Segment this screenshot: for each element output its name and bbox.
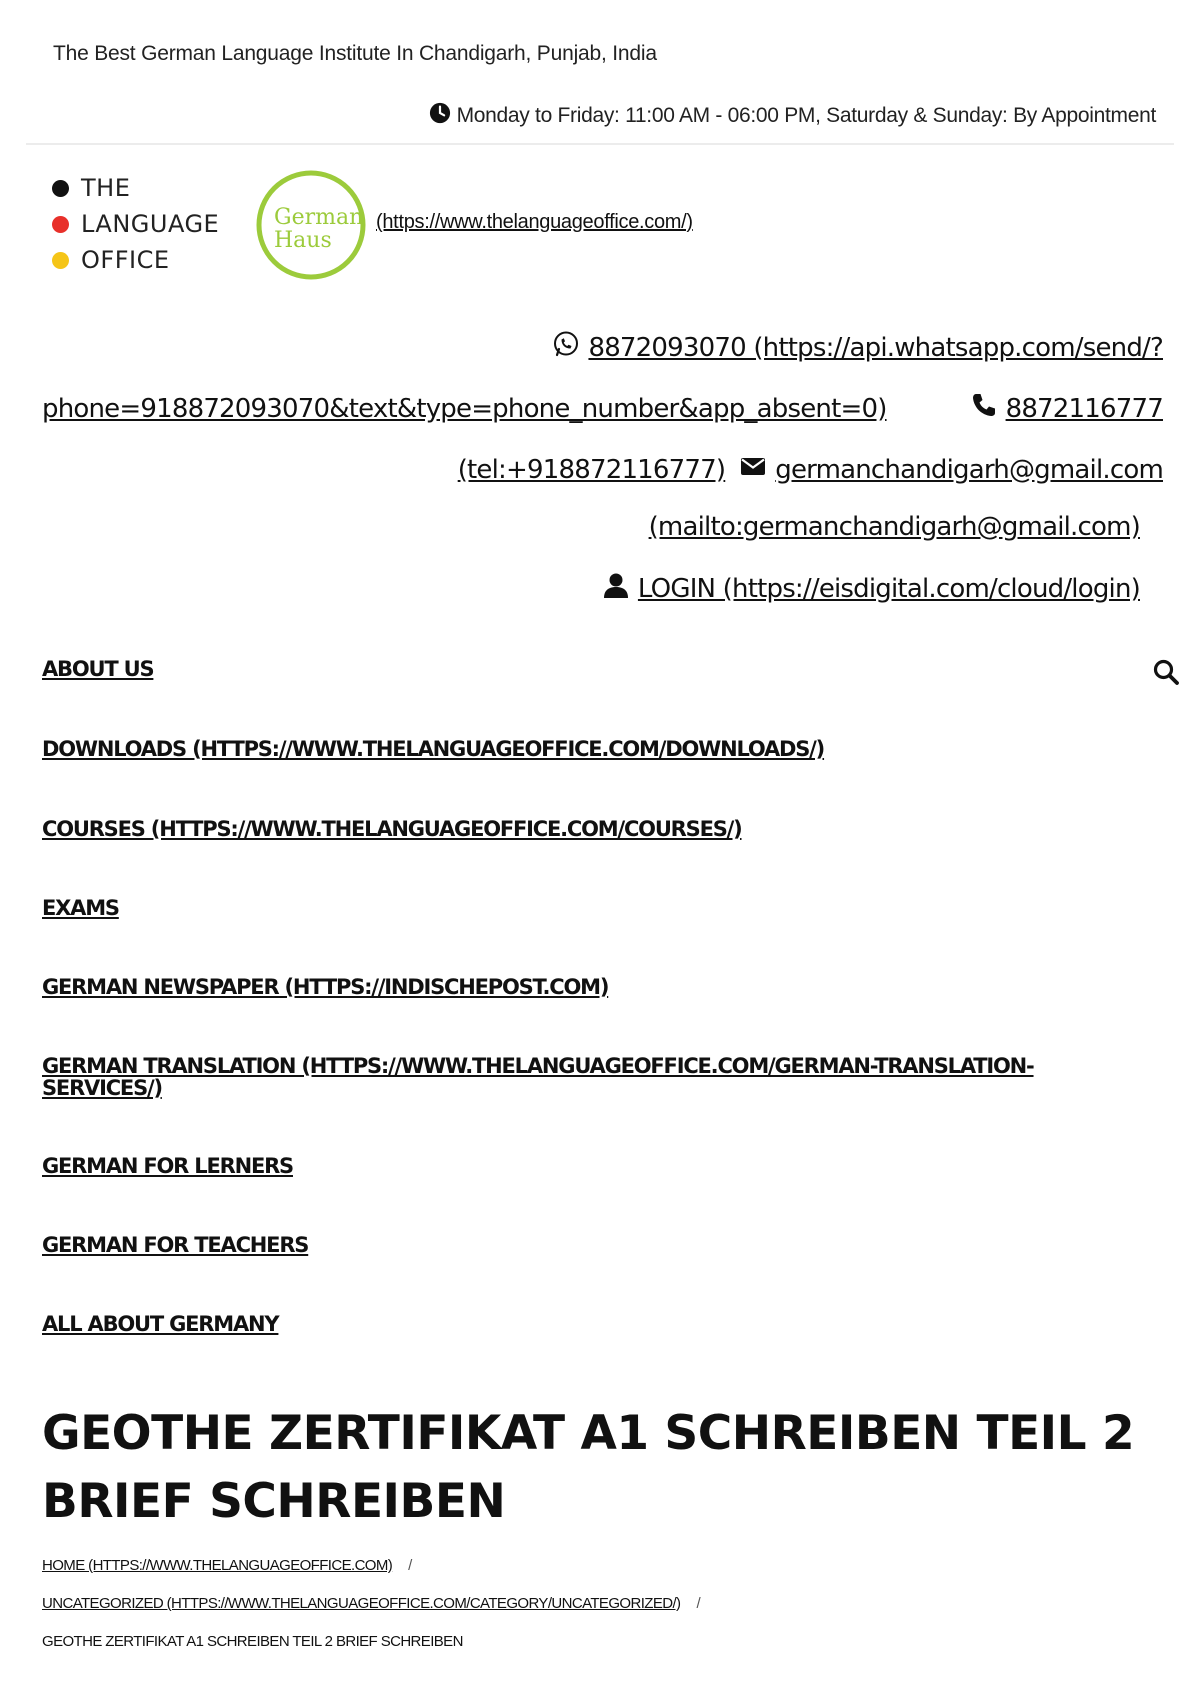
topbar-divider: [26, 143, 1174, 145]
user-icon: [602, 571, 630, 606]
contact-line-3: [458, 452, 1163, 487]
nav-item-courses[interactable]: COURSES (HTTPS://WWW.THELANGUAGEOFFICE.COM/COURSES/): [42, 817, 742, 841]
clock-icon: [429, 102, 451, 130]
email-contact: [739, 452, 1163, 487]
logo-dot-black: [52, 180, 69, 197]
nav-item-german-newspaper[interactable]: GERMAN NEWSPAPER (HTTPS://INDISCHEPOST.COM): [42, 975, 609, 999]
nav-item-about-us[interactable]: ABOUT US: [42, 657, 154, 681]
envelope-icon: [739, 452, 767, 487]
nav-item-exams[interactable]: EXAMS: [42, 896, 119, 920]
nav-item-german-for-lerners[interactable]: GERMAN FOR LERNERS: [42, 1154, 293, 1178]
login-contact: [602, 571, 1140, 606]
nav-item-downloads[interactable]: DOWNLOADS (HTTPS://WWW.THELANGUAGEOFFICE.COM/DOWNLOADS/): [42, 737, 825, 761]
whatsapp-link[interactable]: 8872093070 (https://api.whatsapp.com/send/?: [588, 332, 1163, 363]
nav-item-german-for-teachers[interactable]: GERMAN FOR TEACHERS: [42, 1233, 309, 1257]
contact-line-2: [42, 391, 1163, 426]
breadcrumb-category-link[interactable]: UNCATEGORIZED (HTTPS://WWW.THELANGUAGEOFFICE.COM/CATEGORY/UNCATEGORIZED/): [42, 1595, 681, 1612]
german-haus-logo[interactable]: [254, 168, 368, 282]
home-url-link[interactable]: (https://www.thelanguageoffice.com/): [376, 211, 693, 233]
phone-contact: [970, 391, 1163, 426]
whatsapp-link-continued[interactable]: phone=918872093070&text&type=phone_number&app_absent=0): [42, 393, 887, 424]
german-haus-logo-line: Haus: [274, 228, 332, 253]
the-language-office-logo[interactable]: [52, 170, 232, 278]
search-button[interactable]: [1152, 658, 1180, 686]
breadcrumb-home: [42, 1557, 412, 1574]
logo-dot-red: [52, 216, 69, 233]
logo-word: LANGUAGE: [81, 210, 220, 238]
phone-tel-link[interactable]: (tel:+918872116777): [457, 454, 726, 485]
site-tagline: The Best German Language Institute In Chandigarh, Punjab, India: [53, 42, 657, 65]
opening-hours: [429, 102, 1156, 130]
search-icon: [1152, 673, 1180, 690]
page-title: GEOTHE ZERTIFIKAT A1 SCHREIBEN TEIL 2 BRIEF SCHREIBEN: [42, 1406, 1135, 1529]
breadcrumb-separator: /: [408, 1557, 412, 1574]
email-link[interactable]: germanchandigarh@gmail.com: [775, 454, 1163, 485]
whatsapp-contact: [552, 330, 1163, 365]
breadcrumb-category: [42, 1595, 700, 1612]
mailto-link[interactable]: (mailto:germanchandigarh@gmail.com): [648, 512, 1140, 542]
phone-number-link[interactable]: 8872116777: [1005, 393, 1163, 424]
nav-item-german-translation[interactable]: GERMAN TRANSLATION (HTTPS://WWW.THELANGUAGEOFFICE.COM/GERMAN-TRANSLATION-SERVICES/): [42, 1054, 1034, 1100]
logo-word: OFFICE: [81, 246, 170, 274]
breadcrumb-separator: /: [696, 1595, 701, 1612]
logo-row: [52, 206, 232, 242]
contact-line-4: [649, 512, 1140, 542]
logo-word: THE: [81, 174, 131, 202]
logo-row: [52, 170, 232, 206]
nav-item-all-about-germany[interactable]: ALL ABOUT GERMANY: [42, 1312, 279, 1336]
logo-row: [52, 242, 232, 278]
opening-hours-text: Monday to Friday: 11:00 AM - 06:00 PM, Saturday & Sunday: By Appointment: [456, 104, 1156, 127]
phone-icon: [970, 391, 998, 426]
breadcrumb-current: GEOTHE ZERTIFIKAT A1 SCHREIBEN TEIL 2 BRIEF SCHREIBEN: [42, 1633, 463, 1650]
whatsapp-icon: [552, 330, 580, 365]
logo-dot-yellow: [52, 252, 69, 269]
login-link[interactable]: LOGIN (https://eisdigital.com/cloud/login): [637, 573, 1140, 604]
german-haus-logo-line: German: [274, 205, 364, 230]
breadcrumb-home-link[interactable]: HOME (HTTPS://WWW.THELANGUAGEOFFICE.COM): [42, 1557, 393, 1574]
